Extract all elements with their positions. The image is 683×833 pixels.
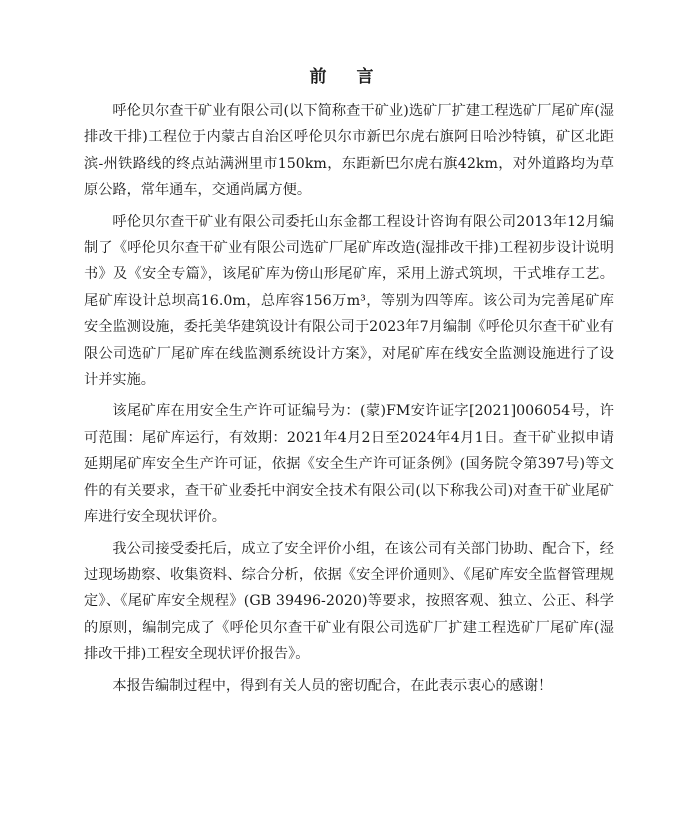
paragraph-design-history: 呼伦贝尔查干矿业有限公司委托山东金都工程设计咨询有限公司2013年12月编制了《呼伦贝尔查干矿业有限公司选矿厂尾矿库改造(湿排改干排)工程初步设计说明书》及《安全专篇》，该尾矿库为傍山形尾矿库，采用上游式筑坝，干式堆存工艺。尾矿库设计总坝高16.0m，总库容156万m³，等别为四等库。该公司为完善尾矿库安全监测设施，委托美华建筑设计有限公司于2023年7月编制《呼伦贝尔查干矿业有限公司选矿厂尾矿库在线监测系统设计方案》，对尾矿库在线安全监测设施进行了设计并实施。 (84, 213, 614, 389)
paragraph-evaluation-process: 我公司接受委托后，成立了安全评价小组，在该公司有关部门协助、配合下，经过现场勘察、收集资料、综合分析，依据《安全评价通则》、《尾矿库安全监督管理规定》、《尾矿库安全规程》(GB 39496-2020)等要求，按照客观、独立、公正、科学的原则，编制完成了《呼伦贝尔查干矿业有限公司选矿厂扩建工程选矿厂尾矿库(湿排改干排)工程安全现状评价报告》。 (84, 540, 614, 663)
paragraph-acknowledgement: 本报告编制过程中，得到有关人员的密切配合，在此表示衷心的感谢！ (112, 677, 553, 694)
paragraph-location: 呼伦贝尔查干矿业有限公司(以下简称查干矿业)选矿厂扩建工程选矿厂尾矿库(湿排改干排)工程位于内蒙古自治区呼伦贝尔市新巴尔虎右旗阿日哈沙特镇，矿区北距滨-州铁路线的终点站满洲里市150km，东距新巴尔虎右旗42km，对外道路均为草原公路，常年通车，交通尚属方便。 (84, 103, 614, 199)
page-title: 前 言 (309, 67, 386, 87)
document-body (84, 98, 614, 704)
paragraph-license: 该尾矿库在用安全生产许可证编号为：(蒙)FM安许证字[2021]006054号，许可范围：尾矿库运行，有效期：2021年4月2日至2024年4月1日。查干矿业拟申请延期尾矿库安全生产许可证，依据《安全生产许可证条例》(国务院令第397号)等文件的有关要求，查干矿业委托中润安全技术有限公司(以下称我公司)对查干矿业尾矿库进行安全现状评价。 (84, 403, 614, 526)
